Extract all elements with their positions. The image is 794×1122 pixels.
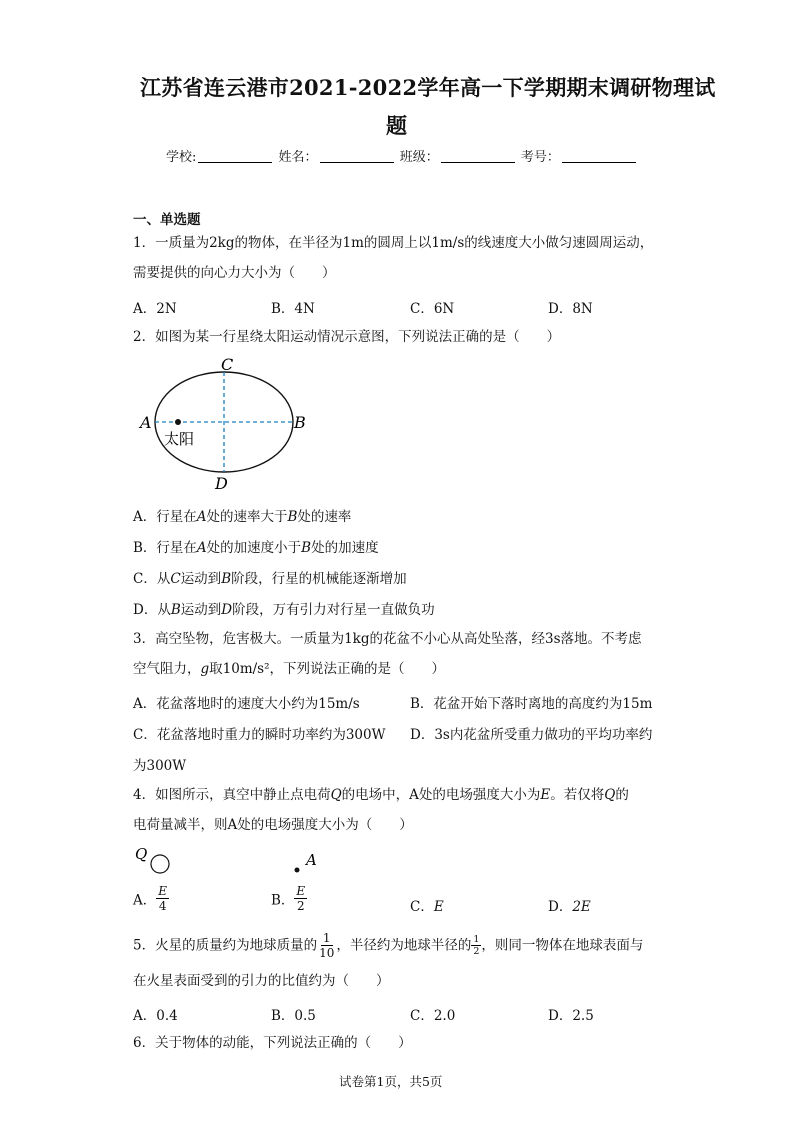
q3-option-b: B．花盆开始下落时离地的高度约为15m: [410, 696, 653, 712]
section-title: 一、单选题: [133, 212, 201, 228]
sun-dot: [175, 419, 181, 425]
q2-option-c: C．从C运动到B阶段，行星的机械能逐渐增加: [133, 571, 407, 587]
orbit-figure: [130, 352, 320, 497]
q3-stem-line1: 3．高空坠物，危害极大。一质量为1kg的花盆不小心从高处坠落，经3s落地。不考虑: [133, 631, 642, 647]
class-label: 班级：: [399, 150, 439, 165]
q6-stem: 6．关于物体的动能，下列说法正确的（ ）: [133, 1035, 412, 1051]
q2-option-d: D．从B运动到D阶段，万有引力对行星一直做负功: [133, 602, 435, 618]
charge-figure: [130, 843, 330, 879]
school-blank[interactable]: [198, 150, 272, 163]
q5-option-d: D．2.5: [548, 1008, 594, 1024]
page-title-line2: 题: [386, 113, 408, 138]
point-a-dot: [295, 868, 300, 873]
q5-option-c: C．2.0: [410, 1008, 456, 1024]
q2-stem: 2．如图为某一行星绕太阳运动情况示意图，下列说法正确的是（ ）: [133, 329, 561, 345]
q1-stem-line1: 1．一质量为2kg的物体，在半径为1m的圆周上以1m/s的线速度大小做匀速圆周运动，: [133, 235, 654, 251]
label-c: C: [221, 355, 234, 374]
label-q: Q: [135, 845, 148, 863]
name-blank[interactable]: [320, 150, 394, 163]
q4-stem-line2: 电荷量减半，则A处的电场强度大小为（ ）: [133, 817, 413, 833]
q4-option-a: A． $\frac{E}{4}$: [133, 884, 168, 913]
q4-option-d: D．2E: [548, 899, 591, 915]
q3-option-c: C．花盆落地时重力的瞬时功率约为300W: [133, 727, 386, 743]
q1-option-a: A．2N: [133, 301, 177, 317]
q4-stem-line1: 4．如图所示，真空中静止点电荷Q的电场中，A处的电场强度大小为E。若仅将Q的: [133, 787, 629, 803]
q3-option-d-continued: 为300W: [133, 758, 187, 774]
exam-number-label: 考号：: [520, 150, 560, 165]
page-footer: 试卷第1页，共5页: [339, 1074, 443, 1089]
charge-circle: [151, 855, 169, 873]
q5-stem-line2: 在火星表面受到的引力的比值约为（ ）: [133, 973, 390, 989]
q3-stem-line2: 空气阻力，g取10m/s²，下列说法正确的是（ ）: [133, 661, 446, 677]
student-info-row: [166, 146, 638, 165]
q5-option-b: B．0.5: [271, 1008, 316, 1024]
label-a: A: [140, 413, 152, 432]
q3-option-a: A．花盆落地时的速度大小约为15m/s: [133, 696, 360, 712]
q4-option-b: B． $\frac{E}{2}$: [271, 884, 306, 913]
page-title-line1: 江苏省连云港市2021-2022学年高一下学期期末调研物理试: [140, 75, 716, 100]
label-a-point: A: [306, 851, 317, 869]
q1-option-d: D．8N: [548, 301, 593, 317]
q1-option-c: C．6N: [410, 301, 455, 317]
label-d: D: [215, 474, 228, 493]
name-label: 姓名：: [278, 150, 318, 165]
exam-number-blank[interactable]: [562, 150, 636, 163]
q2-option-b: B．行星在A处的加速度小于B处的加速度: [133, 540, 379, 556]
q3-option-d: D．3s内花盆所受重力做功的平均功率约: [410, 727, 653, 743]
label-b: B: [294, 413, 306, 432]
q4-option-c: C．E: [410, 899, 444, 915]
class-blank[interactable]: [441, 150, 515, 163]
sun-label: 太阳: [164, 430, 195, 448]
q5-stem-line1: 5．火星的质量约为地球质量的 $\frac{1}{10}$ ，半径约为地球半径的 $\frac{1}{2}$ ，则同一物体在地球表面与: [133, 931, 644, 960]
q1-stem-line2: 需要提供的向心力大小为（ ）: [133, 265, 336, 281]
q1-option-b: B．4N: [271, 301, 315, 317]
q2-option-a: A．行星在A处的速率大于B处的速率: [133, 509, 352, 525]
school-label: 学校:: [166, 150, 197, 165]
q5-option-a: A．0.4: [133, 1008, 178, 1024]
